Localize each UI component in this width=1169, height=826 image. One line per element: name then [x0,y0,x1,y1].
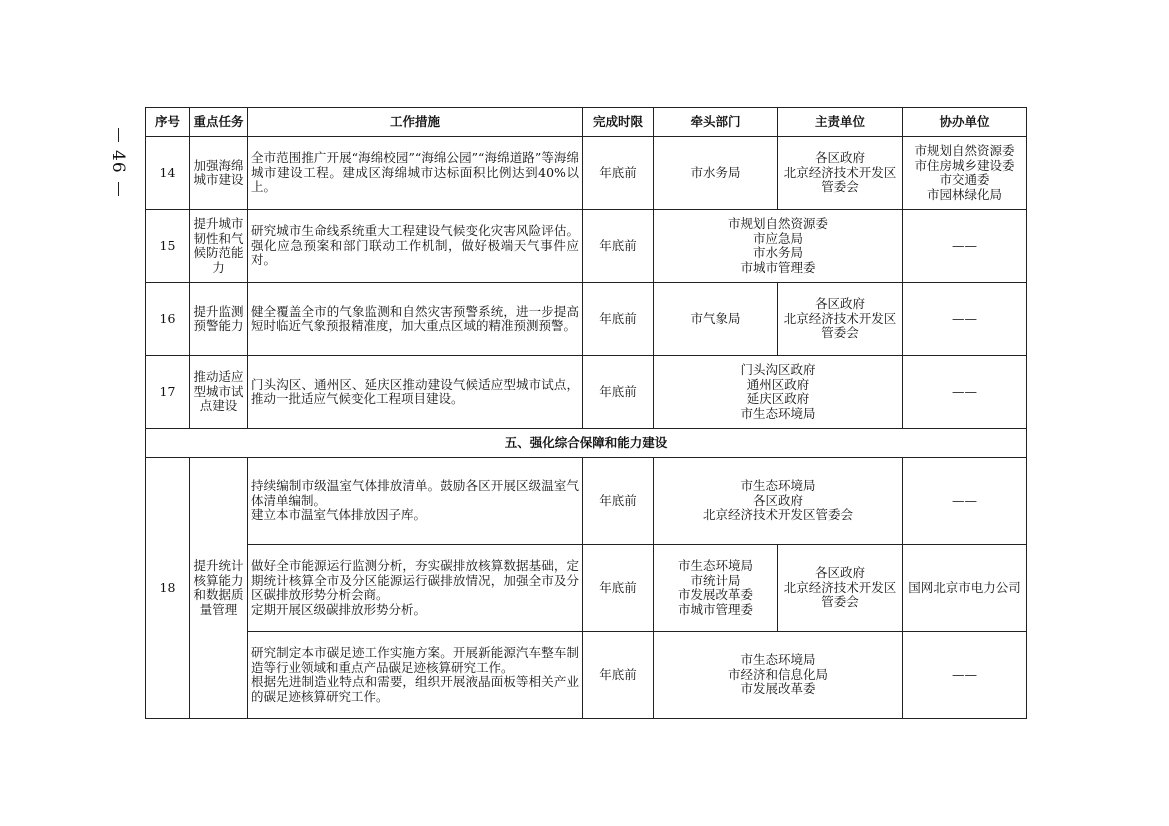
table-row [146,356,1027,429]
row-number: 15 [146,210,190,283]
table-row [146,210,1027,283]
page-number-dash-bottom [118,182,119,196]
table-row [146,283,1027,356]
main-item: 各区政府 [814,296,865,312]
measure-line: 建立本市温室气体排放因子库。 [251,507,427,523]
header-cell: 牵头部门 [654,108,778,137]
lead-item: 市发展改革委 [677,587,753,602]
deadline: 年底前 [583,632,654,719]
measure-line: 定期开展区级碳排放形势分析。 [251,601,427,617]
deadline: 年底前 [583,545,654,632]
measure-line: 做好全市能源运行监测分析，夯实碳排放核算数据基础，定期统计核算全市及分区能源运行碳排放情况，加强全市及分区碳排放形势分析会商。 [251,558,579,602]
lead-main-item: 市生态环境局 [740,652,816,668]
lead-main-unit [654,632,903,719]
deadline: 年底前 [583,458,654,545]
page-number-text: 46 [108,150,128,174]
assist-unit: —— [903,458,1027,545]
page-number [106,128,130,218]
main-item: 各区政府 [814,565,865,581]
main-unit [778,545,903,632]
task-table [145,107,1027,719]
task-name: 加强海绵城市建设 [190,137,248,210]
assist-unit: —— [903,356,1027,429]
task-name: 提升统计核算能力和数据质量管理 [190,458,248,719]
lead-item: 市水务局 [690,164,741,180]
lead-main-item: 市发展改革委 [740,681,816,697]
measure-line: 根据先进制造业特点和需要，组织开展液晶面板等相关产业的碳足迹核算研究工作。 [251,674,579,704]
measure-text [248,632,583,719]
header-cell: 重点任务 [190,108,248,137]
lead-main-item: 北京经济技术开发区管委会 [702,507,853,523]
main-item: 北京经济技术开发区管委会 [783,579,897,610]
lead-item: 市统计局 [690,572,741,588]
lead-item: 市气象局 [690,310,741,326]
lead-main-item: 市生态环境局 [740,478,816,494]
section-row [146,429,1027,458]
lead-main-item: 市生态环境局 [740,405,816,421]
row-number: 14 [146,137,190,210]
row-number: 18 [146,458,190,719]
table-row [146,458,1027,545]
assist-unit [903,137,1027,210]
measure-line: 持续编制市级温室气体排放清单。鼓励各区开展区级温室气体清单编制。 [251,478,579,508]
deadline: 年底前 [583,283,654,356]
lead-main-item: 市经济和信息化局 [727,666,828,682]
header-cell: 主责单位 [778,108,903,137]
deadline: 年底前 [583,210,654,283]
row-number: 16 [146,283,190,356]
main-unit [778,137,903,210]
assist-unit [903,545,1027,632]
page-number-dash-top [118,128,119,142]
main-item: 各区政府 [814,150,865,166]
measure-text [248,545,583,632]
assist-unit: —— [903,632,1027,719]
assist-item: 市规划自然资源委 [914,143,1015,158]
measure-text: 全市范围推广开展“海绵校园”“海绵公园”“海绵道路”等海绵城市建设工程。建成区海绵城市达标面积比例达到40%以上。 [248,137,583,210]
lead-main-item: 市应急局 [752,230,803,246]
main-unit [778,283,903,356]
table-row [146,545,1027,632]
deadline: 年底前 [583,356,654,429]
measure-text: 研究城市生命线系统重大工程建设气候变化灾害风险评估。强化应急预案和部门联动工作机制，做好极端天气事件应对。 [248,210,583,283]
lead-main-item: 市水务局 [752,245,803,260]
section-title: 五、强化综合保障和能力建设 [146,429,1027,458]
task-name: 推动适应型城市试点建设 [190,356,248,429]
lead-main-item: 延庆区政府 [746,391,810,406]
table-row [146,632,1027,719]
lead-main-unit [654,356,903,429]
row-number: 17 [146,356,190,429]
measure-text [248,458,583,545]
table-row [146,137,1027,210]
lead-main-item: 市城市管理委 [740,259,816,275]
lead-main-unit [654,210,903,283]
lead-department [654,283,778,356]
lead-main-item: 通州区政府 [746,376,810,392]
lead-department [654,137,778,210]
task-name: 提升监测预警能力 [190,283,248,356]
measure-text: 健全覆盖全市的气象监测和自然灾害预警系统，进一步提高短时临近气象预报精准度，加大重点区域的精准预测预警。 [248,283,583,356]
lead-department [654,545,778,632]
header-cell: 完成时限 [583,108,654,137]
lead-item: 市生态环境局 [677,558,753,573]
assist-item: 市园林绿化局 [926,186,1002,202]
header-cell: 工作措施 [248,108,583,137]
lead-main-item: 门头沟区政府 [740,362,816,377]
assist-unit: —— [903,283,1027,356]
measure-line: 研究制定本市碳足迹工作实施方案。开展新能源汽车整车制造等行业领域和重点产品碳足迹核算研究工作。 [251,645,579,675]
deadline: 年底前 [583,137,654,210]
lead-item: 市城市管理委 [677,601,753,617]
measure-text: 门头沟区、通州区、延庆区推动建设气候适应型城市试点，推动一批适应气候变化工程项目建设。 [248,356,583,429]
task-name: 提升城市韧性和气候防范能力 [190,210,248,283]
assist-item: 市住房城乡建设委 [914,157,1015,173]
header-row [146,108,1027,137]
lead-main-item: 各区政府 [752,492,803,508]
assist-item: 市交通委 [939,172,990,187]
lead-main-unit [654,458,903,545]
lead-main-item: 市规划自然资源委 [727,216,828,231]
assist-item: 国网北京市电力公司 [908,579,1021,595]
assist-unit: —— [903,210,1027,283]
main-item: 北京经济技术开发区管委会 [783,164,897,195]
header-cell: 协办单位 [903,108,1027,137]
header-cell: 序号 [146,108,190,137]
main-item: 北京经济技术开发区管委会 [783,310,897,341]
